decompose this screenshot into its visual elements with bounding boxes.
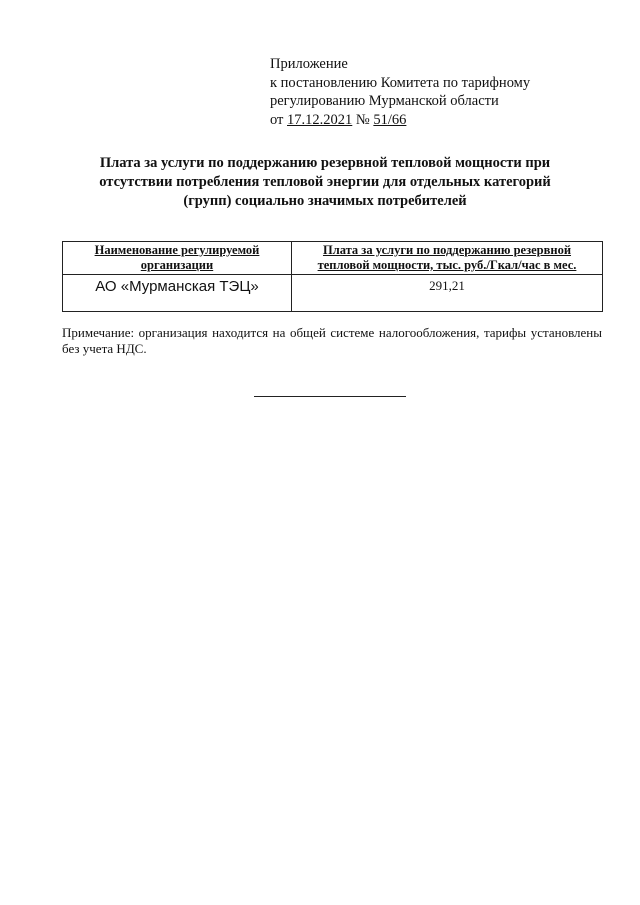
header-organization-line-1: Наименование регулируемой [94, 243, 260, 257]
appendix-date: 17.12.2021 [287, 111, 353, 128]
header-fee [292, 242, 603, 275]
appendix-title: Приложение [270, 56, 348, 72]
table-header-row [63, 242, 603, 275]
title-line-3: (групп) социально значимых потребителей [183, 193, 467, 209]
appendix-number: 51/66 [373, 111, 407, 128]
appendix-date-line [270, 111, 530, 130]
title-line-2: отсутствии потребления тепловой энергии для отдельных категорий [99, 174, 551, 190]
closing-rule [254, 396, 406, 397]
appendix-number-sign: № [352, 111, 374, 128]
tariff-table [62, 241, 603, 312]
note-text: Примечание: организация находится на общей системе налогообложения, тарифы установлены без учета НДС. [62, 325, 602, 356]
header-organization-line-2: организации [140, 258, 214, 272]
appendix-authority: регулированию Мурманской области [270, 93, 499, 109]
organization-name: АО «Мурманская ТЭЦ» [63, 275, 292, 312]
header-organization [63, 242, 292, 275]
fee-value: 291,21 [292, 275, 603, 312]
table-row [63, 275, 603, 312]
title-line-1: Плата за услуги по поддержанию резервной тепловой мощности при [99, 155, 551, 171]
header-fee-line-2: тепловой мощности, тыс. руб./Гкал/час в мес. [317, 258, 577, 272]
appendix-header [270, 55, 530, 129]
appendix-reference: к постановлению Комитета по тарифному [270, 74, 531, 91]
document-title [60, 154, 590, 211]
header-fee-line-1: Плата за услуги по поддержанию резервной [322, 243, 572, 257]
appendix-date-prefix: от [270, 111, 288, 128]
